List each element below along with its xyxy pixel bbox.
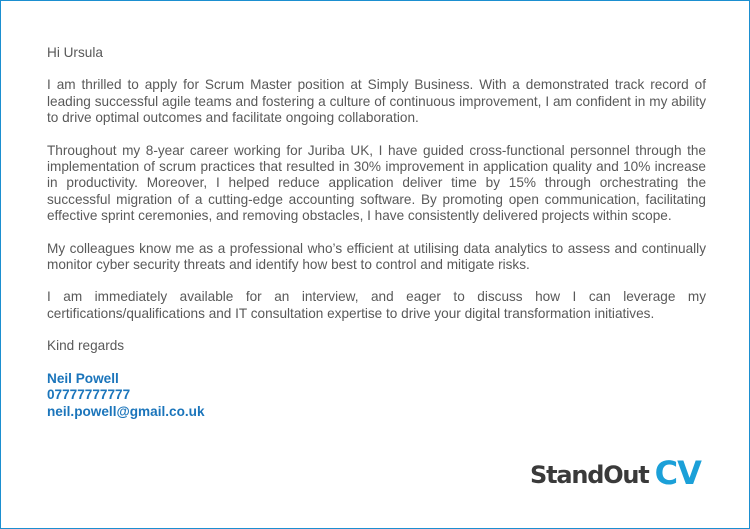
logo-text-accent: CV (654, 454, 701, 492)
signature-name: Neil Powell (47, 370, 119, 386)
standout-cv-logo (530, 450, 701, 490)
signature-email: neil.powell@gmail.co.uk (47, 403, 205, 419)
letter-body (47, 45, 706, 420)
paragraph-skills: My colleagues know me as a professional who’s efficient at utilising data analytics to assess and continually monitor cyber security threats and identify how best to control and mitigate risks. (47, 240, 706, 273)
logo-text-main: StandOut (530, 461, 649, 489)
signature-block (47, 371, 706, 420)
paragraph-availability: I am immediately available for an interview, and eager to discuss how I can leverage my certifications/qualifications and IT consultation expertise to drive your digital transformation initiatives. (47, 289, 706, 321)
paragraph-experience: Throughout my 8-year career working for Juriba UK, I have guided cross-functional personnel through the implementation of scrum practices that resulted in 30% improvement in application quality and 10% increase in productivity. Moreover, I helped reduce application deliver time by 15% through orchestrating the successful migration of a cutting-edge accounting software. By promoting open communication, facilitating effective sprint ceremonies, and removing obstacles, I have consistently delivered projects within scope. (47, 142, 706, 224)
signature-phone: 07777777777 (47, 387, 131, 403)
closing: Kind regards (47, 338, 125, 354)
paragraph-intro: I am thrilled to apply for Scrum Master position at Simply Business. With a demonstrated track record of leading successful agile teams and fostering a culture of continuous improvement, I am confident in my ability to drive optimal outcomes and facilitate ongoing collaboration. (47, 77, 706, 126)
greeting: Hi Ursula (47, 45, 103, 60)
